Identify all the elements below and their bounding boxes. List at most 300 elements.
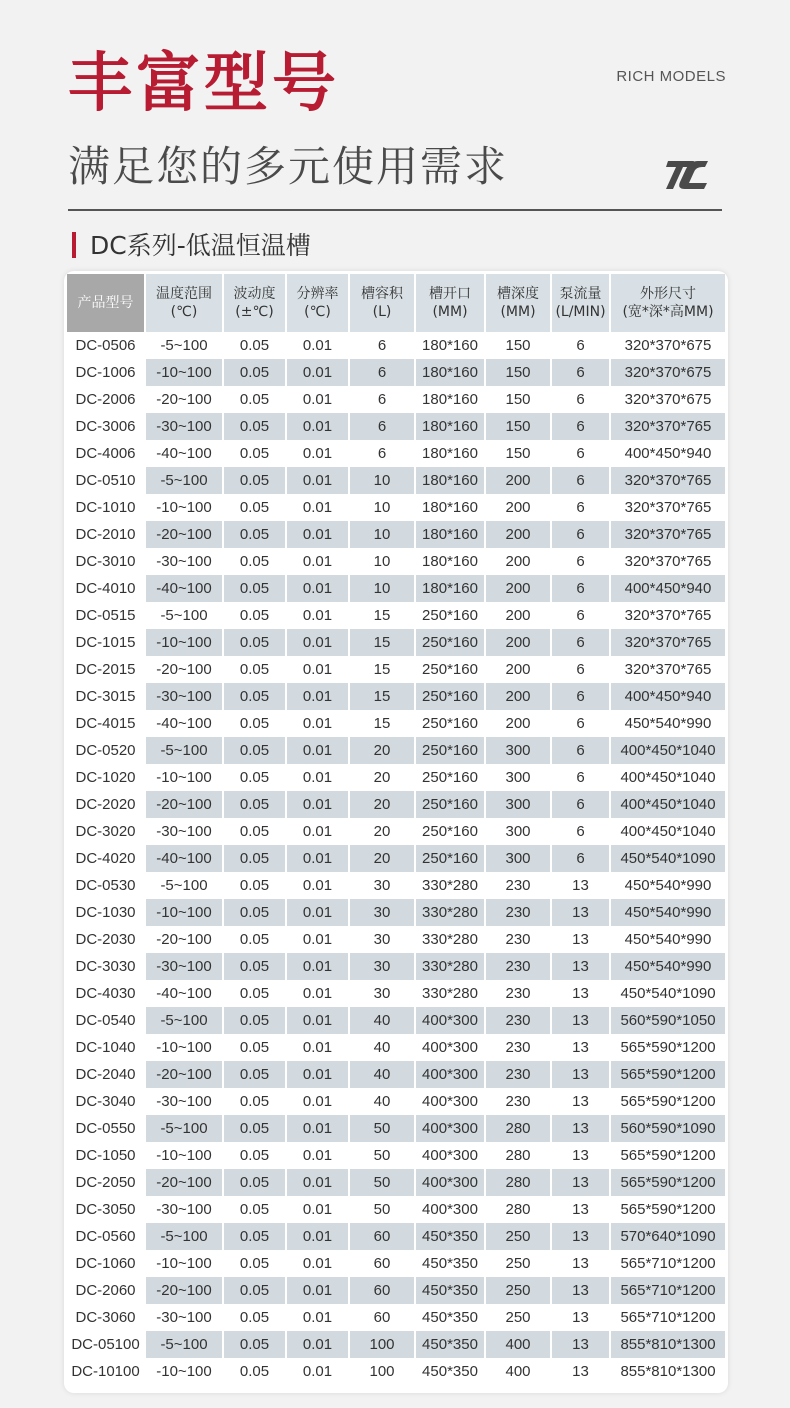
- table-cell: -30~100: [145, 818, 223, 845]
- table-cell: 6: [551, 683, 610, 710]
- table-cell: 0.05: [223, 1088, 286, 1115]
- table-cell: 0.01: [286, 1331, 349, 1358]
- page-subtitle: 满足您的多元使用需求: [68, 142, 509, 191]
- table-cell: 13: [551, 1007, 610, 1034]
- table-cell: 200: [485, 656, 551, 683]
- table-cell: -10~100: [145, 1142, 223, 1169]
- table-cell: 450*350: [415, 1358, 485, 1385]
- table-cell: 180*160: [415, 413, 485, 440]
- table-cell: -40~100: [145, 440, 223, 467]
- table-cell: 0.05: [223, 845, 286, 872]
- table-cell: 0.01: [286, 1142, 349, 1169]
- table-cell: 400*450*1040: [610, 791, 725, 818]
- model-cell: DC-05100: [67, 1331, 145, 1358]
- table-row: [67, 791, 725, 818]
- table-cell: 230: [485, 1034, 551, 1061]
- table-cell: 0.05: [223, 1331, 286, 1358]
- table-cell: 20: [349, 737, 415, 764]
- model-cell: DC-2030: [67, 926, 145, 953]
- table-cell: 400*450*940: [610, 575, 725, 602]
- model-cell: DC-4030: [67, 980, 145, 1007]
- table-cell: 400*300: [415, 1115, 485, 1142]
- column-header: [286, 274, 349, 332]
- column-header-label: 产品型号: [77, 295, 134, 311]
- table-cell: 20: [349, 845, 415, 872]
- table-cell: -20~100: [145, 1169, 223, 1196]
- table-cell: 0.01: [286, 1250, 349, 1277]
- table-cell: 250*160: [415, 683, 485, 710]
- table-cell: 60: [349, 1250, 415, 1277]
- table-cell: 0.05: [223, 953, 286, 980]
- table-cell: 150: [485, 413, 551, 440]
- table-cell: 0.01: [286, 899, 349, 926]
- table-cell: 0.05: [223, 899, 286, 926]
- page-title: 丰富型号: [68, 47, 340, 121]
- table-cell: 0.01: [286, 602, 349, 629]
- column-header-unit: (宽*深*高MM): [622, 304, 714, 320]
- table-cell: 150: [485, 359, 551, 386]
- table-cell: 300: [485, 818, 551, 845]
- table-cell: 565*590*1200: [620, 1093, 716, 1110]
- column-header-label: 波动度: [233, 286, 276, 302]
- table-cell: 0.05: [223, 1061, 286, 1088]
- table-cell: 330*280: [415, 953, 485, 980]
- table-cell: 250*160: [415, 737, 485, 764]
- table-cell: 13: [551, 1277, 610, 1304]
- table-cell: 6: [551, 602, 610, 629]
- table-cell: -10~100: [145, 359, 223, 386]
- table-cell: -20~100: [145, 1277, 223, 1304]
- table-row: [67, 737, 725, 764]
- table-row: [67, 548, 725, 575]
- table-cell: 0.05: [223, 332, 286, 359]
- table-cell: 200: [485, 494, 551, 521]
- table-cell: 6: [551, 332, 610, 359]
- model-cell: DC-3015: [67, 683, 145, 710]
- table-cell: 0.01: [286, 548, 349, 575]
- column-header-label: 槽容积: [361, 286, 403, 302]
- table-cell: 6: [551, 359, 610, 386]
- table-cell: 13: [551, 1034, 610, 1061]
- table-cell: 20: [349, 818, 415, 845]
- table-cell: 400*300: [415, 1061, 485, 1088]
- table-cell: 560*590*1050: [610, 1007, 725, 1034]
- table-cell: 450*540*990: [624, 715, 712, 732]
- table-cell: 400*450*1040: [620, 823, 716, 840]
- table-cell: 330*280: [415, 899, 485, 926]
- table-row: [67, 953, 725, 980]
- table-cell: 450*350: [415, 1331, 485, 1358]
- table-cell: 13: [551, 980, 610, 1007]
- table-cell: -40~100: [145, 980, 223, 1007]
- table-cell: 15: [349, 683, 415, 710]
- table-cell: 30: [349, 953, 415, 980]
- table-cell: -10~100: [145, 1034, 223, 1061]
- column-header-unit: (℃): [170, 304, 198, 320]
- table-cell: 400*450*1040: [620, 769, 716, 786]
- table-cell: 0.01: [286, 1223, 349, 1250]
- table-cell: 250: [485, 1250, 551, 1277]
- table-row: [67, 359, 725, 386]
- column-header: [610, 274, 725, 332]
- table-cell: 13: [551, 1115, 610, 1142]
- table-cell: 0.05: [223, 359, 286, 386]
- model-cell: DC-10100: [67, 1358, 145, 1385]
- table-cell: -10~100: [145, 629, 223, 656]
- table-cell: 15: [349, 629, 415, 656]
- table-cell: 0.05: [223, 494, 286, 521]
- table-cell: 60: [349, 1223, 415, 1250]
- table-cell: 855*810*1300: [620, 1363, 716, 1380]
- table-cell: 0.01: [286, 818, 349, 845]
- table-cell: 100: [349, 1331, 415, 1358]
- table-cell: -5~100: [145, 467, 223, 494]
- table-cell: -30~100: [145, 1088, 223, 1115]
- table-cell: 560*590*1090: [610, 1115, 725, 1142]
- column-header-unit: (MM): [500, 304, 536, 320]
- table-cell: 250*160: [415, 629, 485, 656]
- table-cell: 450*540*990: [624, 931, 712, 948]
- table-cell: 0.05: [223, 818, 286, 845]
- model-cell: DC-1040: [67, 1034, 145, 1061]
- table-row: [67, 1034, 725, 1061]
- table-cell: 6: [551, 413, 610, 440]
- table-body: [67, 332, 725, 1385]
- model-cell: DC-4006: [67, 440, 145, 467]
- column-header-unit: (MM): [432, 304, 468, 320]
- table-cell: 565*710*1200: [620, 1309, 716, 1326]
- table-cell: 0.05: [223, 1196, 286, 1223]
- table-cell: 6: [551, 791, 610, 818]
- table-cell: 330*280: [415, 980, 485, 1007]
- table-cell: 13: [551, 1331, 610, 1358]
- table-cell: 0.01: [286, 494, 349, 521]
- table-row: [67, 656, 725, 683]
- table-cell: 0.01: [286, 1115, 349, 1142]
- table-cell: 230: [485, 899, 551, 926]
- table-cell: 230: [485, 953, 551, 980]
- table-row: [67, 575, 725, 602]
- table-cell: 13: [551, 926, 610, 953]
- table-cell: 320*370*765: [624, 553, 712, 570]
- table-cell: 0.01: [286, 791, 349, 818]
- table-cell: 6: [551, 737, 610, 764]
- model-cell: DC-2050: [67, 1169, 145, 1196]
- table-row: [67, 440, 725, 467]
- table-cell: 400*450*940: [624, 445, 712, 462]
- table-cell: -5~100: [145, 332, 223, 359]
- table-cell: 450*350: [415, 1304, 485, 1331]
- table-cell: 320*370*675: [624, 391, 712, 408]
- table-cell: 0.05: [223, 1304, 286, 1331]
- model-cell: DC-2060: [67, 1277, 145, 1304]
- table-cell: 230: [485, 926, 551, 953]
- table-cell: 0.01: [286, 575, 349, 602]
- table-row: [67, 899, 725, 926]
- table-cell: 320*370*765: [610, 629, 725, 656]
- model-cell: DC-3020: [67, 818, 145, 845]
- table-cell: 13: [551, 1196, 610, 1223]
- table-row: [67, 521, 725, 548]
- table-cell: 0.05: [223, 683, 286, 710]
- table-cell: 450*350: [415, 1250, 485, 1277]
- section-accent-bar: [72, 232, 76, 258]
- model-cell: DC-3010: [67, 548, 145, 575]
- table-cell: 50: [349, 1115, 415, 1142]
- table-row: [67, 818, 725, 845]
- table-cell: 855*810*1300: [610, 1331, 725, 1358]
- table-cell: 0.05: [223, 1277, 286, 1304]
- table-row: [67, 1007, 725, 1034]
- table-cell: 13: [551, 1061, 610, 1088]
- table-row: [67, 629, 725, 656]
- table-cell: 250*160: [415, 791, 485, 818]
- table-cell: 13: [551, 1223, 610, 1250]
- table-row: [67, 1331, 725, 1358]
- table-cell: 10: [349, 548, 415, 575]
- table-cell: 400*450*1040: [610, 737, 725, 764]
- table-cell: -5~100: [145, 602, 223, 629]
- table-cell: 60: [349, 1277, 415, 1304]
- table-cell: 13: [551, 899, 610, 926]
- table-cell: 230: [485, 872, 551, 899]
- model-cell: DC-0560: [67, 1223, 145, 1250]
- column-header: [145, 274, 223, 332]
- table-cell: 250*160: [415, 602, 485, 629]
- table-cell: 280: [485, 1169, 551, 1196]
- table-cell: 0.01: [286, 1007, 349, 1034]
- table-cell: 320*370*675: [624, 337, 712, 354]
- table-cell: 400*450*940: [610, 683, 725, 710]
- table-cell: 0.05: [223, 710, 286, 737]
- table-cell: 0.01: [286, 521, 349, 548]
- table-cell: 13: [551, 1169, 610, 1196]
- table-row: [67, 1169, 725, 1196]
- table-cell: 13: [551, 1304, 610, 1331]
- table-cell: 0.01: [286, 737, 349, 764]
- table-cell: 6: [551, 656, 610, 683]
- model-cell: DC-2040: [67, 1061, 145, 1088]
- table-cell: 565*590*1200: [620, 1201, 716, 1218]
- column-header: [551, 274, 610, 332]
- table-cell: 6: [349, 359, 415, 386]
- table-cell: 6: [551, 521, 610, 548]
- table-cell: -5~100: [145, 1007, 223, 1034]
- table-cell: 180*160: [415, 521, 485, 548]
- table-cell: 300: [485, 737, 551, 764]
- table-cell: 300: [485, 764, 551, 791]
- table-cell: -40~100: [145, 845, 223, 872]
- spec-table: [67, 274, 725, 1385]
- table-cell: 0.05: [223, 440, 286, 467]
- table-cell: 180*160: [415, 440, 485, 467]
- table-cell: 320*370*765: [624, 661, 712, 678]
- table-cell: 400*300: [415, 1169, 485, 1196]
- table-cell: 250: [485, 1304, 551, 1331]
- model-cell: DC-0530: [67, 872, 145, 899]
- table-cell: -40~100: [145, 710, 223, 737]
- table-cell: 565*710*1200: [620, 1255, 716, 1272]
- table-cell: 0.01: [286, 872, 349, 899]
- table-cell: 400*300: [415, 1196, 485, 1223]
- table-row: [67, 980, 725, 1007]
- table-cell: 0.01: [286, 656, 349, 683]
- table-cell: 320*370*765: [624, 499, 712, 516]
- model-cell: DC-2015: [67, 656, 145, 683]
- section-heading: [72, 232, 311, 258]
- table-cell: -30~100: [145, 413, 223, 440]
- table-row: [67, 467, 725, 494]
- table-cell: 200: [485, 575, 551, 602]
- table-cell: 15: [349, 602, 415, 629]
- table-cell: -20~100: [145, 926, 223, 953]
- table-cell: 0.05: [223, 575, 286, 602]
- tc-logo-icon: [664, 158, 714, 192]
- table-cell: 300: [485, 791, 551, 818]
- table-cell: 450*350: [415, 1277, 485, 1304]
- table-cell: 0.01: [286, 1034, 349, 1061]
- table-cell: 400*300: [415, 1088, 485, 1115]
- table-cell: 450*350: [415, 1223, 485, 1250]
- table-cell: 200: [485, 629, 551, 656]
- table-cell: 250*160: [415, 845, 485, 872]
- table-cell: -5~100: [145, 872, 223, 899]
- table-cell: 20: [349, 791, 415, 818]
- table-cell: 30: [349, 926, 415, 953]
- model-cell: DC-3006: [67, 413, 145, 440]
- table-cell: 400*300: [415, 1142, 485, 1169]
- table-cell: 50: [349, 1196, 415, 1223]
- table-cell: 0.01: [286, 629, 349, 656]
- table-row: [67, 1250, 725, 1277]
- table-row: [67, 1061, 725, 1088]
- table-cell: 250: [485, 1277, 551, 1304]
- table-cell: 280: [485, 1142, 551, 1169]
- table-row: [67, 764, 725, 791]
- table-cell: 0.05: [223, 1358, 286, 1385]
- model-cell: DC-2006: [67, 386, 145, 413]
- table-cell: 30: [349, 872, 415, 899]
- table-cell: 0.05: [223, 386, 286, 413]
- model-cell: DC-1050: [67, 1142, 145, 1169]
- spec-table-card: [64, 271, 728, 1393]
- table-row: [67, 1115, 725, 1142]
- table-cell: 200: [485, 467, 551, 494]
- model-cell: DC-0540: [67, 1007, 145, 1034]
- table-cell: 20: [349, 764, 415, 791]
- column-header-unit: (±℃): [235, 304, 274, 320]
- column-header-label: 槽深度: [497, 286, 539, 302]
- table-cell: 0.05: [223, 467, 286, 494]
- table-cell: 0.05: [223, 1250, 286, 1277]
- table-cell: 250*160: [415, 764, 485, 791]
- table-cell: 200: [485, 548, 551, 575]
- model-cell: DC-0515: [67, 602, 145, 629]
- table-cell: 150: [485, 332, 551, 359]
- table-cell: 300: [485, 845, 551, 872]
- table-cell: -10~100: [145, 494, 223, 521]
- model-cell: DC-4015: [67, 710, 145, 737]
- table-cell: -10~100: [145, 764, 223, 791]
- table-cell: 0.05: [223, 629, 286, 656]
- model-cell: DC-3030: [67, 953, 145, 980]
- table-cell: 200: [485, 521, 551, 548]
- table-cell: -20~100: [145, 521, 223, 548]
- table-cell: 320*370*765: [610, 521, 725, 548]
- table-cell: 250*160: [415, 656, 485, 683]
- table-cell: 450*540*990: [610, 953, 725, 980]
- column-header: [415, 274, 485, 332]
- table-row: [67, 1196, 725, 1223]
- table-cell: 250*160: [415, 710, 485, 737]
- table-cell: 13: [551, 953, 610, 980]
- table-cell: 565*590*1200: [620, 1039, 716, 1056]
- table-cell: 330*280: [415, 872, 485, 899]
- table-cell: 250*160: [415, 818, 485, 845]
- table-cell: 40: [349, 1007, 415, 1034]
- table-cell: 280: [485, 1115, 551, 1142]
- table-cell: 6: [551, 440, 610, 467]
- table-row: [67, 845, 725, 872]
- table-row: [67, 494, 725, 521]
- table-cell: 230: [485, 1088, 551, 1115]
- table-cell: 400*300: [415, 1034, 485, 1061]
- table-cell: 565*590*1200: [610, 1061, 725, 1088]
- table-cell: 10: [349, 521, 415, 548]
- table-cell: 0.01: [286, 1358, 349, 1385]
- table-cell: -20~100: [145, 386, 223, 413]
- table-cell: 100: [349, 1358, 415, 1385]
- table-cell: 0.05: [223, 548, 286, 575]
- table-cell: 6: [551, 386, 610, 413]
- table-cell: 565*590*1200: [610, 1169, 725, 1196]
- table-cell: 0.05: [223, 413, 286, 440]
- table-cell: 180*160: [415, 494, 485, 521]
- table-cell: 450*540*1090: [620, 985, 716, 1002]
- column-header-label: 分辨率: [296, 286, 339, 302]
- model-cell: DC-1006: [67, 359, 145, 386]
- table-cell: 280: [485, 1196, 551, 1223]
- table-cell: 0.01: [286, 1088, 349, 1115]
- table-cell: 0.05: [223, 521, 286, 548]
- table-cell: 15: [349, 656, 415, 683]
- table-row: [67, 683, 725, 710]
- table-cell: 230: [485, 1061, 551, 1088]
- table-cell: -5~100: [145, 1115, 223, 1142]
- table-cell: 0.05: [223, 1034, 286, 1061]
- table-cell: 0.01: [286, 1061, 349, 1088]
- column-header-unit: (L): [372, 304, 392, 320]
- column-header: [223, 274, 286, 332]
- model-cell: DC-0506: [67, 332, 145, 359]
- table-cell: 180*160: [415, 467, 485, 494]
- table-cell: -20~100: [145, 1061, 223, 1088]
- table-cell: -5~100: [145, 1223, 223, 1250]
- column-header: [485, 274, 551, 332]
- table-cell: 0.05: [223, 656, 286, 683]
- table-cell: 0.01: [286, 764, 349, 791]
- table-row: [67, 1304, 725, 1331]
- table-cell: 0.01: [286, 980, 349, 1007]
- table-cell: 450*540*990: [610, 899, 725, 926]
- table-cell: 200: [485, 683, 551, 710]
- table-cell: 60: [349, 1304, 415, 1331]
- column-header: [349, 274, 415, 332]
- table-cell: 13: [551, 1358, 610, 1385]
- table-row: [67, 710, 725, 737]
- table-cell: 230: [485, 980, 551, 1007]
- table-cell: 40: [349, 1034, 415, 1061]
